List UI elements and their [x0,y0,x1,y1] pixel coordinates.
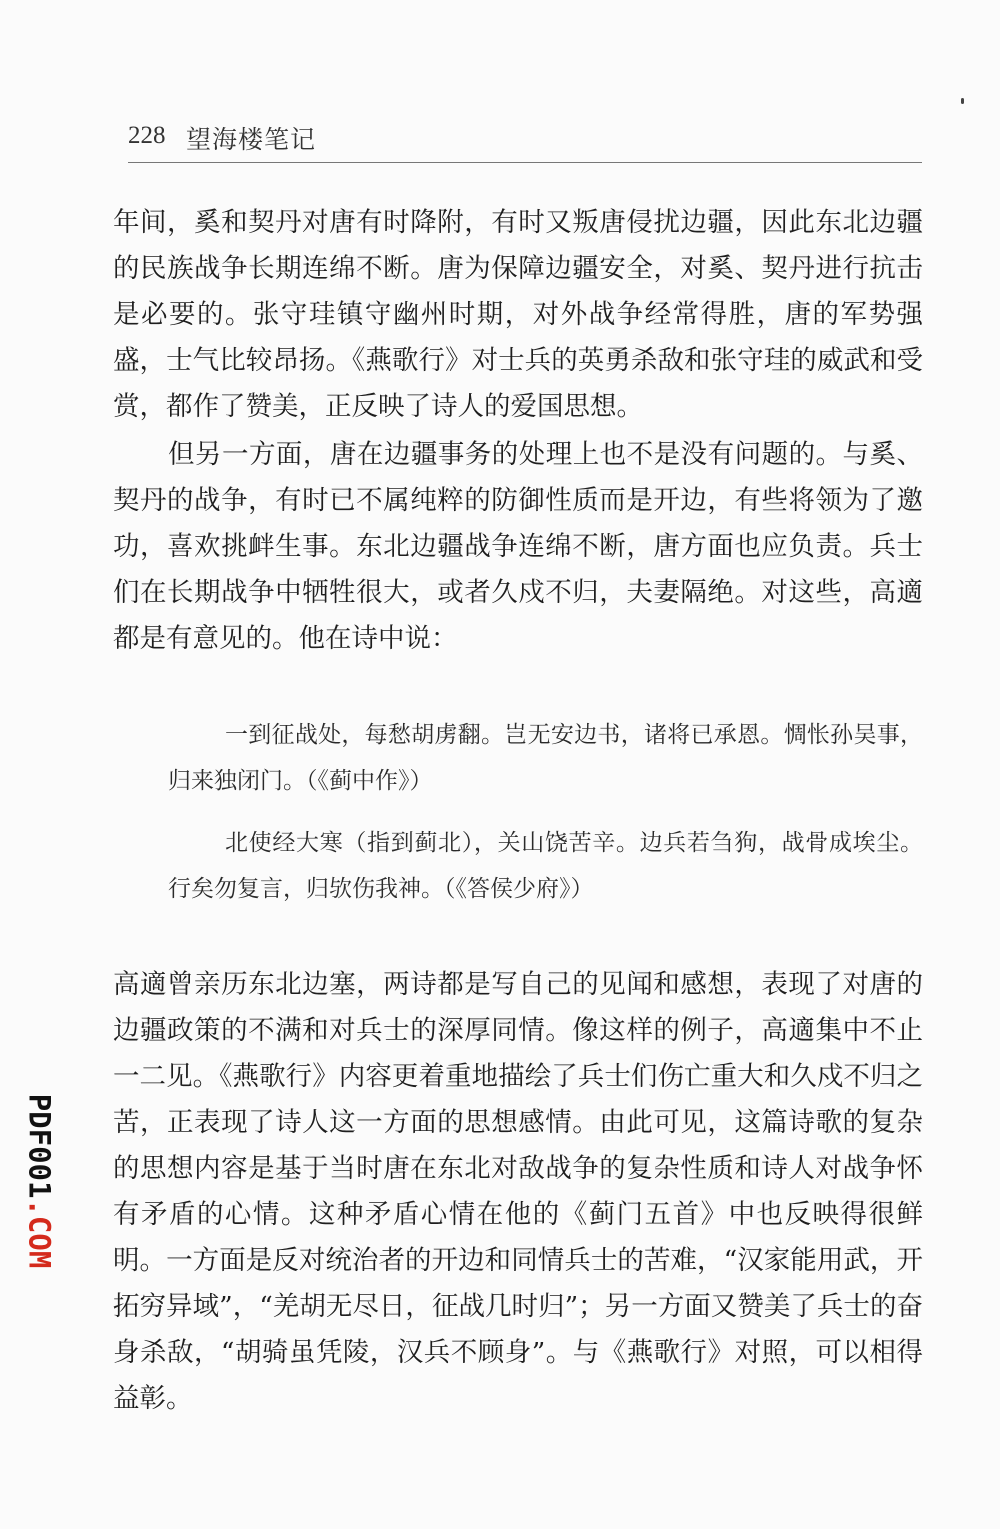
book-title: 望海楼笔记 [186,125,317,154]
watermark-text-black: PDF001 [22,1093,57,1199]
body-paragraph-1: 年间，奚和契丹对唐有时降附，有时又叛唐侵扰边疆，因此东北边疆的民族战争长期连绵不断。唐为保障边疆安全，对奚、契丹进行抗击是必要的。张守珪镇守幽州时期，对外战争经常得胜，唐的军势强盛，士气比较昂扬。《燕歌行》对士兵的英勇杀敌和张守珪的威武和受赏，都作了赞美，正反映了诗人的爱国思想。 [113,207,923,422]
page-header [128,118,922,163]
body-paragraph-3: 高適曾亲历东北边塞，两诗都是写自己的见闻和感想，表现了对唐的边疆政策的不满和对兵士的深厚同情。像这样的例子，高適集中不止一二见。《燕歌行》内容更着重地描绘了兵士们伤亡重大和久戍不归之苦，正表现了诗人这一方面的思想感情。由此可见，这篇诗歌的复杂的思想内容是基于当时唐在东北对敌战争的复杂性质和诗人对战争怀有矛盾的心情。这种矛盾心情在他的《蓟门五首》中也反映得很鲜明。一方面是反对统治者的开边和同情兵士的苦难，“汉家能用武，开拓穷异域”，“羌胡无尽日，征战几时归”；另一方面又赞美了兵士的奋身杀敌，“胡骑虽凭陵，汉兵不顾身”。与《燕歌行》对照，可以相得益彰。 [113,969,923,1414]
page-number: 228 [128,122,166,149]
watermark [23,1084,57,1279]
body-paragraph-2: 但另一方面，唐在边疆事务的处理上也不是没有问题的。与奚、契丹的战争，有时已不属纯粹的防御性质而是开边，有些将领为了邀功，喜欢挑衅生事。东北边疆战争连绵不断，唐方面也应负责。兵士们在长期战争中牺牲很大，或者久戍不归，夫妻隔绝。对这些，高適都是有意见的。他在诗中说： [113,439,923,654]
scan-speck [961,98,964,104]
watermark-text-red: .COM [22,1198,57,1269]
poem-quote-1: 一到征战处，每愁胡虏翻。岂无安边书，诸将已承恩。惆怅孙吴事，归来独闭门。（《蓟中作》） [168,722,923,794]
poem-quote-2: 北使经大寒（指到蓟北），关山饶苦辛。边兵若刍狗，战骨成埃尘。行矣勿复言，归欤伤我神。（《答侯少府》） [168,830,923,902]
